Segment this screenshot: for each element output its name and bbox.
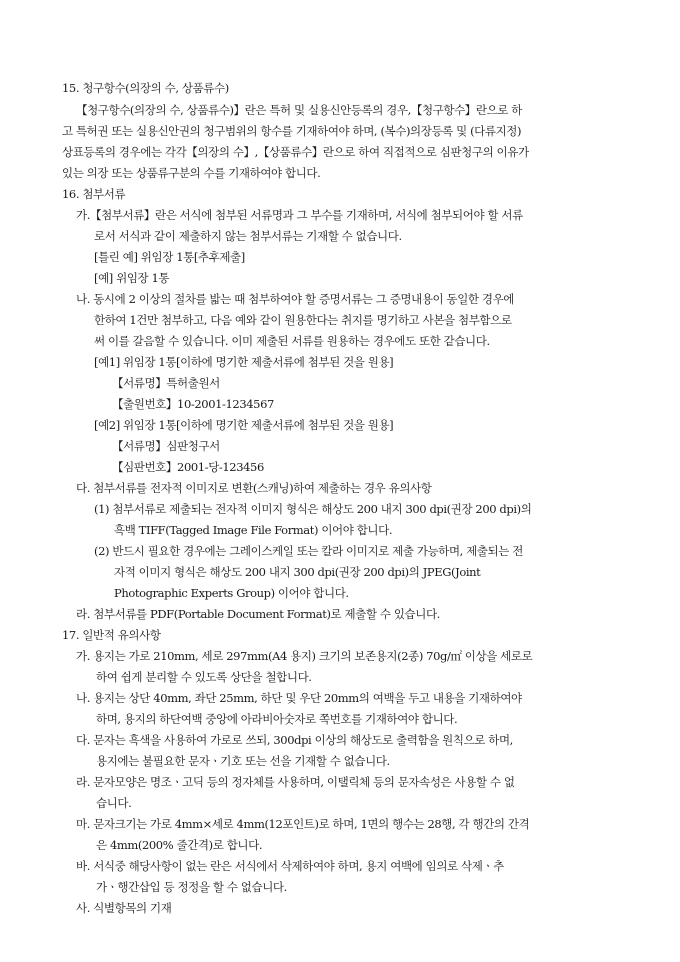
item-na: 나. 용지는 상단 40mm, 좌단 25mm, 하단 및 우단 20mm의 여백을 두고 내용을 기재하여야	[76, 691, 522, 705]
example-wrong: [틀린 예] 위임장 1통[추후제출]	[94, 250, 245, 264]
paragraph-line: 고 특허권 또는 실용신안권의 청구범위의 항수를 기재하여야 하며, (복수)의장등록 및 (다류지정)	[62, 124, 522, 138]
item-ra: 라. 첨부서류를 PDF(Portable Document Format)로 제출할 수 있습니다.	[76, 607, 440, 621]
paragraph-line: 용지에는 불필요한 문자ㆍ기호 또는 선을 기재할 수 없습니다.	[96, 754, 390, 768]
item-na: 나. 동시에 2 이상의 절차를 밟는 때 첨부하여야 할 증명서류는 그 증명내용이 동일한 경우에	[76, 292, 515, 306]
sub-item-1: (1) 첨부서류로 제출되는 전자적 이미지 형식은 해상도 200 내지 300 dpi(권장 200 dpi)의	[94, 502, 532, 516]
item-da: 다. 문자는 흑색을 사용하여 가로로 쓰되, 300dpi 이상의 해상도로 출력함을 원칙으로 하며,	[76, 733, 513, 747]
item-da: 다. 첨부서류를 전자적 이미지로 변환(스캐닝)하여 제출하는 경우 유의사항	[76, 481, 432, 495]
section-15-heading: 15. 청구항수(의장의 수, 상품류수)	[62, 81, 229, 95]
item-ga: 가.【첨부서류】란은 서식에 첨부된 서류명과 그 부수를 기재하며, 서식에 첨부되어야 할 서류	[76, 208, 523, 222]
item-ba: 바. 서식중 해당사항이 없는 란은 서식에서 삭제하여야 하며, 용지 여백에 임의로 삭제ㆍ추	[76, 859, 504, 873]
paragraph-line: 은 4mm(200% 줄간격)로 합니다.	[96, 838, 263, 852]
paragraph-line: 상표등록의 경우에는 각각【의장의 수】,【상품류수】란으로 하여 직접적으로 심판청구의 이유가	[62, 145, 529, 159]
example-1-app-number: 【출원번호】10-2001-1234567	[112, 397, 274, 411]
example-1: [예1] 위임장 1통[이하에 명기한 제출서류에 첨부된 것을 원용]	[94, 355, 394, 369]
paragraph-line: 있는 의장 또는 상품류구분의 수를 기재하여야 합니다.	[62, 166, 321, 180]
paragraph-line: 로서 서식과 같이 제출하지 않는 첨부서류는 기재할 수 없습니다.	[94, 229, 402, 243]
paragraph-line: 자적 이미지 형식은 해상도 200 내지 300 dpi(권장 200 dpi)의 JPEG(Joint	[114, 565, 481, 579]
paragraph-line: 흑백 TIFF(Tagged Image File Format) 이어야 합니다.	[114, 523, 393, 537]
paragraph-line: 써 이를 갈음할 수 있습니다. 이미 제출된 서류를 원용하는 경우에도 또한 같습니다.	[94, 334, 490, 348]
section-16-heading: 16. 첨부서류	[62, 187, 126, 201]
item-ma: 마. 문자크기는 가로 4mm×세로 4mm(12포인트)로 하며, 1면의 행수는 28행, 각 행간의 간격	[76, 817, 530, 831]
paragraph-line: 【청구항수(의장의 수, 상품류수)】란은 특허 및 실용신안등록의 경우,【청구항수】란으로 하	[76, 103, 522, 117]
paragraph-line: Photographic Experts Group) 이어야 합니다.	[114, 586, 349, 600]
example-2-doc-name: 【서류명】심판청구서	[112, 439, 220, 453]
paragraph-line: 하며, 용지의 하단여백 중앙에 아라비아숫자로 쪽번호를 기재하여야 합니다.	[96, 712, 458, 726]
paragraph-line: 한하여 1건만 첨부하고, 다음 예와 같이 원용한다는 취지를 명기하고 사본을 첨부함으로	[94, 313, 512, 327]
item-ga: 가. 용지는 가로 210mm, 세로 297mm(A4 용지) 크기의 보존용지(2종) 70g/㎡ 이상을 세로로	[76, 649, 533, 663]
example-2: [예2] 위임장 1통[이하에 명기한 제출서류에 첨부된 것을 원용]	[94, 418, 394, 432]
sub-item-2: (2) 반드시 필요한 경우에는 그레이스케일 또는 칼라 이미지로 제출 가능하며, 제출되는 전	[94, 544, 523, 558]
paragraph-line: 습니다.	[96, 796, 132, 810]
example-1-doc-name: 【서류명】특허출원서	[112, 376, 220, 390]
section-17-heading: 17. 일반적 유의사항	[62, 628, 161, 642]
paragraph-line: 하여 쉽게 분리할 수 있도록 상단을 철합니다.	[96, 670, 312, 684]
item-sa: 사. 식별항목의 기재	[76, 901, 172, 915]
item-ra: 라. 문자모양은 명조ㆍ고딕 등의 정자체를 사용하며, 이탤릭체 등의 문자속성은 사용할 수 없	[76, 775, 515, 789]
paragraph-line: 가ㆍ행간삽입 등 정정을 할 수 없습니다.	[96, 880, 287, 894]
example-2-trial-number: 【심판번호】2001-당-123456	[112, 460, 264, 474]
example: [예] 위임장 1통	[94, 271, 170, 285]
